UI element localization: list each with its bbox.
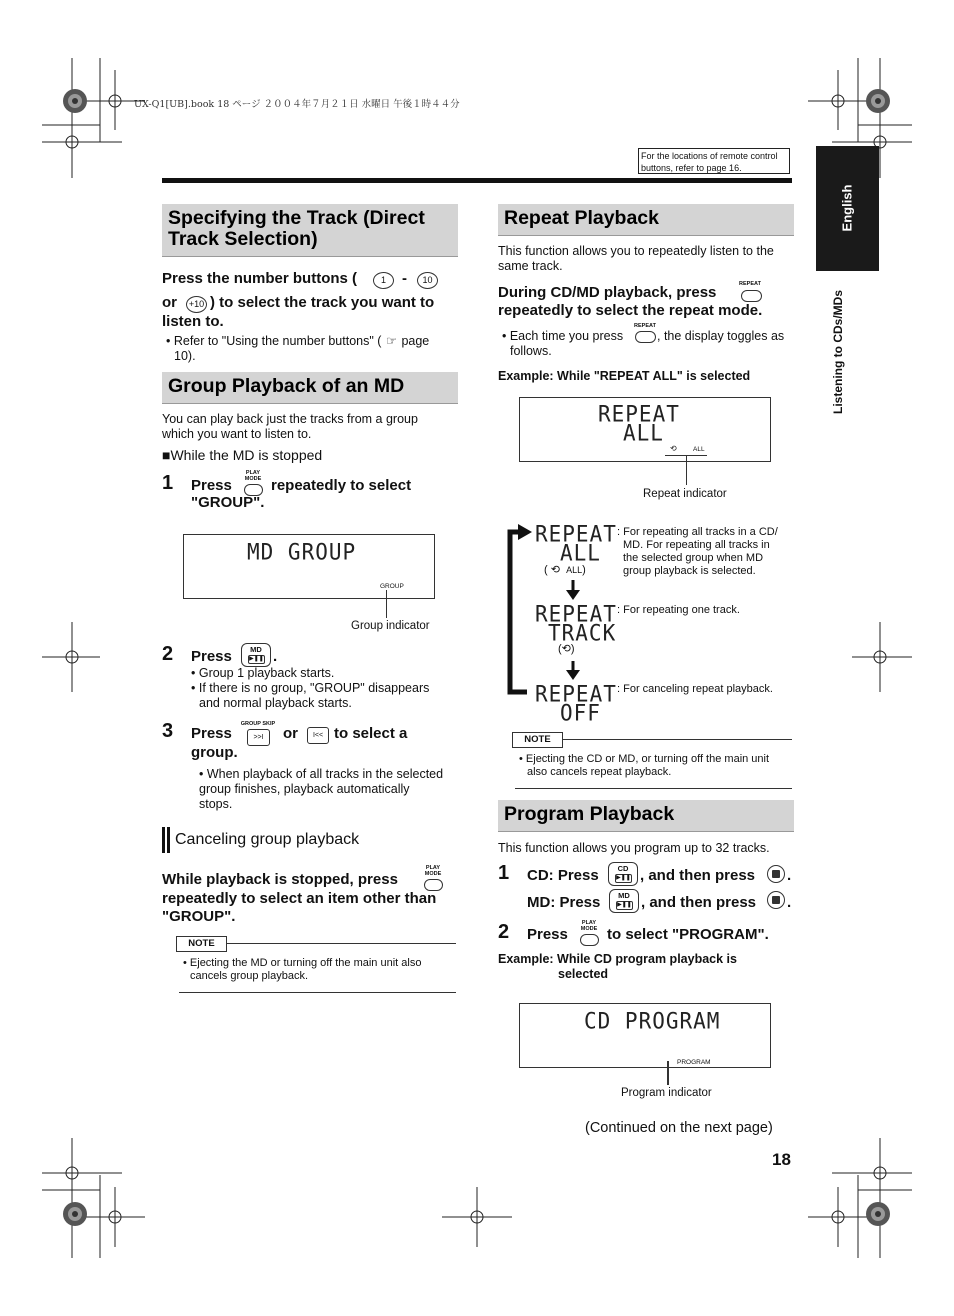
repeat-lcd-line2: ALL: [623, 420, 664, 446]
program-section-header: [498, 800, 794, 832]
play-pause-icon: ▶❚❚: [249, 656, 264, 662]
cd-button-label: CD: [617, 864, 629, 873]
md-button: [241, 643, 271, 667]
language-label: English: [839, 184, 855, 232]
repeat-note-text1: • Ejecting the CD or MD, or turning off the main unit: [519, 753, 770, 765]
continued-note: (Continued on the next page): [585, 1120, 773, 1136]
program-example1: Example: While CD program playback is: [498, 952, 737, 966]
group-skip-prev-button: I<<: [307, 727, 329, 744]
md-play-pause-icon: ▶❚❚: [617, 902, 632, 908]
program-set-button-2: [767, 891, 785, 909]
cancel-bar-2: [167, 827, 170, 853]
program-step2-press: Press: [527, 926, 568, 943]
mode1-sub: ALL: [566, 565, 583, 575]
group-step3-rest: to select a: [334, 725, 408, 742]
cancel-play-mode-label: PLAY MODE: [424, 865, 442, 877]
repeat-bullet1c: follows.: [510, 344, 552, 358]
mode2-indicator: (⟲): [558, 643, 575, 655]
group-step2-number: 2: [162, 643, 174, 665]
page-number: 18: [772, 1150, 791, 1169]
group-condition: ■While the MD is stopped: [162, 447, 323, 463]
mode1-repeat-icon: ⟲: [550, 564, 560, 576]
repeat-instr2: repeatedly to select the repeat mode.: [498, 302, 763, 319]
program-cd-label: CD: Press: [527, 867, 599, 884]
program-example2: selected: [558, 967, 609, 981]
group-step2-end: .: [273, 648, 278, 665]
group-step3-or: or: [283, 725, 298, 742]
stop-icon: [772, 870, 780, 878]
direct-title-line2: Track Selection): [168, 228, 318, 250]
program-step1-number: 1: [498, 862, 510, 884]
section-label: Listening to CDs/MDs: [831, 289, 845, 415]
group-step3-rest2: group.: [191, 744, 238, 761]
group-step3-press: Press: [191, 725, 232, 742]
repeat-title: Repeat Playback: [504, 207, 660, 229]
group-skip-label: GROUP SKIP: [240, 721, 276, 727]
program-step2-number: 2: [498, 921, 510, 943]
cancel-instr2: repeatedly to select an item other than: [162, 890, 437, 907]
remote-note-line1: For the locations of remote control: [641, 151, 778, 161]
repeat-bullet1: • Each time you press: [502, 329, 624, 343]
group-note-bottom-rule: [179, 992, 456, 993]
program-indicator-line: [667, 1061, 669, 1085]
cancel-bar-1: [162, 827, 165, 853]
play-mode-label: PLAY MODE: [244, 470, 262, 482]
group-lcd-indicator: GROUP: [380, 583, 404, 590]
repeat-lcd-line1: REPEAT: [598, 401, 680, 427]
group-lcd-text: MD GROUP: [247, 539, 357, 565]
repeat-intro1: This function allows you to repeatedly listen to the: [498, 244, 774, 258]
mode1-desc3: the selected group when MD: [623, 552, 764, 564]
group-step1-number: 1: [162, 472, 174, 494]
repeat-section-header: [498, 204, 794, 236]
group-skip-next-button: >>I: [247, 729, 270, 746]
program-lcd-text: CD PROGRAM: [584, 1008, 721, 1034]
cancel-title: Canceling group playback: [175, 831, 360, 848]
group-note-rule: [226, 943, 456, 944]
group-note-text2: cancels group playback.: [190, 970, 309, 982]
group-intro2: which you want to listen to.: [162, 427, 312, 441]
group-step2-bullet2: • If there is no group, "GROUP" disappears: [191, 681, 430, 695]
program-indicator-label: Program indicator: [621, 1087, 712, 1099]
repeat-inline-label: REPEAT: [634, 323, 656, 329]
print-header: UX-Q1[UB].book 18 ページ ２００４年７月２１日 水曜日 午後１時４４分: [134, 99, 460, 110]
repeat-lcd-indicator: ALL: [693, 446, 705, 453]
repeat-note-text2: also cancels repeat playback.: [527, 766, 672, 778]
repeat-arrow-icon: ⟲: [670, 444, 677, 453]
group-step3-number: 3: [162, 720, 174, 742]
md-button-label: MD: [250, 645, 262, 654]
group-title: Group Playback of an MD: [168, 375, 405, 397]
program-lcd-indicator: PROGRAM: [677, 1059, 711, 1066]
program-intro: This function allows you program up to 32 tracks.: [498, 841, 770, 855]
mode3-desc1: : For canceling repeat playback.: [617, 683, 773, 695]
program-step2-rest: to select "PROGRAM".: [607, 926, 769, 943]
direct-instr-a: Press the number buttons (: [162, 270, 358, 287]
group-step2-press: Press: [191, 648, 232, 665]
program-cd-rest: , and then press: [640, 867, 756, 884]
top-rule: [162, 178, 792, 183]
repeat-bullet1b: , the display toggles as: [657, 329, 785, 343]
repeat-button-label: REPEAT: [739, 281, 761, 287]
program-lcd-display: [519, 1003, 771, 1068]
pointing-hand-icon: ☞: [385, 334, 398, 348]
direct-section-header: [162, 204, 458, 257]
direct-instr-or: or: [162, 294, 177, 311]
group-step3-bullet1: • When playback of all tracks in the selected: [199, 767, 444, 781]
repeat-note-label: NOTE: [512, 732, 563, 748]
group-lcd-display: [183, 534, 435, 599]
program-set-button-1: [767, 865, 785, 883]
group-section-header: [162, 372, 458, 404]
repeat-instr1: During CD/MD playback, press: [498, 284, 717, 301]
group-step3-bullet1c: stops.: [199, 797, 233, 811]
number-10-button: 10: [417, 272, 438, 289]
mode2-desc1: : For repeating one track.: [617, 604, 740, 616]
cd-play-pause-icon: ▶❚❚: [616, 875, 631, 881]
stop-icon-2: [772, 896, 780, 904]
group-indicator-label: Group indicator: [351, 620, 430, 632]
mode1-indicator: ( ⟲ ALL): [544, 564, 586, 576]
group-note-text1: • Ejecting the MD or turning off the main unit also: [183, 957, 422, 969]
dash: -: [402, 270, 407, 287]
remote-note: [638, 148, 790, 174]
cancel-instr1: While playback is stopped, press: [162, 871, 398, 888]
repeat-intro2: same track.: [498, 259, 563, 273]
plus10-button: +10: [186, 296, 207, 313]
program-play-mode-label: PLAY MODE: [580, 920, 598, 932]
mode1-line2: ALL: [560, 540, 601, 566]
direct-bullet-b: 10).: [174, 349, 196, 363]
repeat-lcd-display: [519, 397, 771, 462]
group-indicator-line: [386, 590, 387, 618]
mode1-line1: REPEAT: [535, 521, 617, 547]
remote-note-line2: buttons, refer to page 16.: [641, 163, 742, 173]
cancel-instr3: "GROUP".: [162, 908, 236, 925]
group-step1-press: Press: [191, 477, 232, 494]
group-step3-bullet1b: group finishes, playback automatically: [199, 782, 410, 796]
direct-instr-b: ) to select the track you want to: [210, 294, 435, 311]
program-play-mode-button: [580, 934, 599, 946]
program-md-label: MD: Press: [527, 894, 601, 911]
direct-title-line1: Specifying the Track (Direct: [168, 207, 425, 229]
repeat-indicator-label: Repeat indicator: [643, 488, 727, 500]
repeat-inline-button: [635, 331, 656, 343]
group-step2-bullet2b: and normal playback starts.: [199, 696, 352, 710]
program-title: Program Playback: [504, 803, 675, 825]
mode1-desc1: : For repeating all tracks in a CD/: [617, 526, 778, 538]
mode2-line2: TRACK: [548, 620, 617, 646]
program-cd-period: .: [787, 867, 792, 884]
direct-instr-c: listen to.: [162, 313, 224, 330]
mode3-line1: REPEAT: [535, 681, 617, 707]
direct-bullet-page: page: [401, 334, 430, 348]
mode2-repeat-icon: ⟲: [561, 643, 571, 655]
mode1-desc4: group playback is selected.: [623, 565, 756, 577]
direct-bullet-a: • Refer to "Using the number buttons" (: [166, 334, 382, 348]
group-note-label: NOTE: [176, 936, 227, 952]
number-1-button: 1: [373, 272, 394, 289]
language-tab: [816, 146, 879, 271]
repeat-note-bottom-rule: [515, 788, 792, 789]
group-step1-rest2: "GROUP".: [191, 494, 265, 511]
program-md-period: .: [787, 894, 792, 911]
group-step2-bullet1: • Group 1 playback starts.: [191, 666, 335, 680]
repeat-indicator-line: [686, 455, 687, 485]
direct-bullet: [166, 334, 429, 349]
mode3-line2: OFF: [560, 700, 601, 726]
program-md-rest: , and then press: [641, 894, 757, 911]
cd-button: [608, 862, 638, 886]
mode2-line1: REPEAT: [535, 601, 617, 627]
program-md-button-label: MD: [618, 891, 630, 900]
program-md-button: [609, 889, 639, 913]
direct-instruction-line1: [162, 269, 357, 288]
group-step1-rest: repeatedly to select: [271, 477, 412, 494]
repeat-note-rule: [562, 739, 792, 740]
group-intro1: You can play back just the tracks from a group: [162, 412, 418, 426]
mode1-desc2: MD. For repeating all tracks in: [623, 539, 770, 551]
repeat-example: Example: While "REPEAT ALL" is selected: [498, 369, 751, 383]
